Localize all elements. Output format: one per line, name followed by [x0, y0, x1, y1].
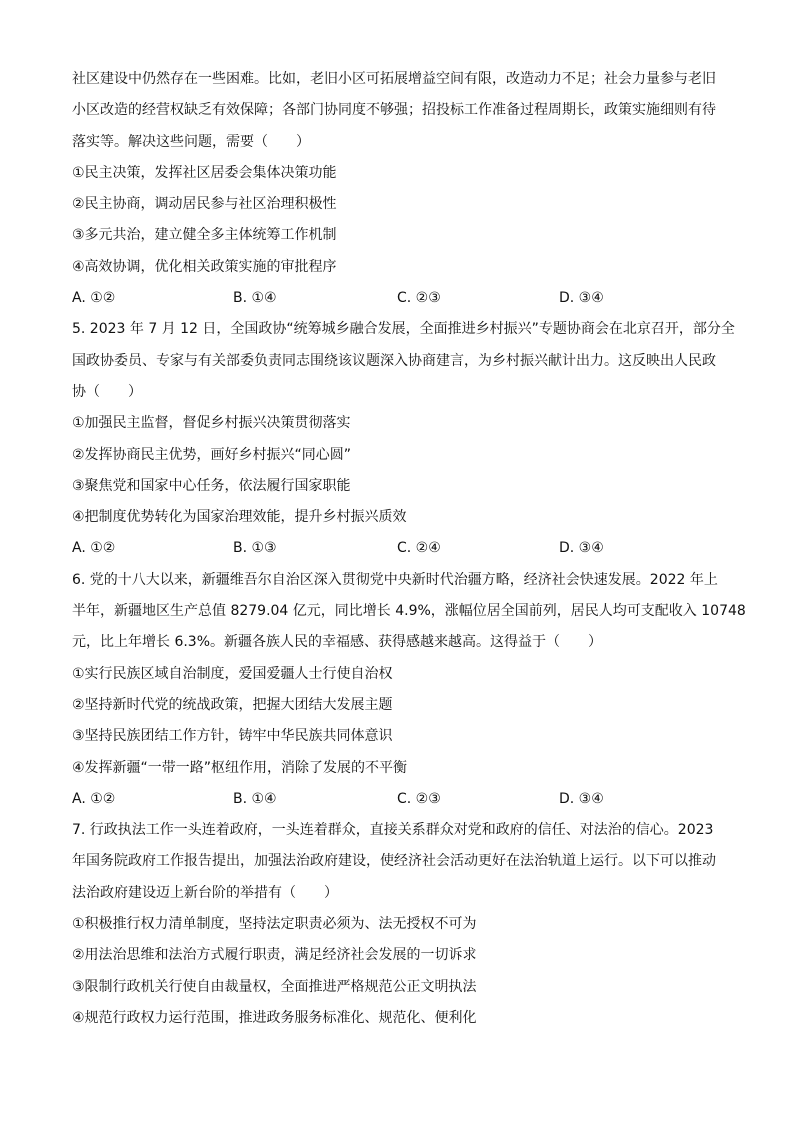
choice-a: A. ①② [72, 290, 116, 307]
choice-b: B. ①③ [233, 540, 277, 557]
choice-b: B. ①④ [233, 290, 277, 307]
question-stem-line: 元，比上年增长 6.3%。新疆各族人民的幸福感、获得感越来越高。这得益于（ ） [72, 634, 603, 651]
choice-c: C. ②③ [397, 290, 441, 307]
question-stem-line: 年国务院政府工作报告提出，加强法治政府建设，使经济社会活动更好在法治轨道上运行。以下可以推动 [72, 853, 716, 870]
statement-option: ①加强民主监督，督促乡村振兴决策贯彻落实 [72, 415, 351, 432]
statement-option: ③坚持民族团结工作方针，铸牢中华民族共同体意识 [72, 728, 393, 745]
question-stem-line: 协（ ） [72, 383, 142, 400]
statement-option: ④规范行政权力运行范围，推进政务服务标准化、规范化、便利化 [72, 1009, 477, 1026]
page-content [72, 64, 746, 1034]
statement-option: ②坚持新时代党的统战政策，把握大团结大发展主题 [72, 696, 393, 713]
statement-option: ①积极推行权力清单制度，坚持法定职责必须为、法无授权不可为 [72, 916, 477, 933]
choice-d: D. ③④ [559, 290, 604, 307]
choice-a: A. ①② [72, 790, 116, 807]
choice-c: C. ②④ [397, 540, 441, 557]
statement-option: ②用法治思维和法治方式履行职责，满足经济社会发展的一切诉求 [72, 947, 477, 964]
question-6 [72, 565, 746, 815]
question-stem-line: 7. 行政执法工作一头连着政府，一头连着群众，直接关系群众对党和政府的信任、对法治的信心。2023 [72, 822, 714, 839]
question-7 [72, 815, 732, 1034]
question-stem-line: 国政协委员、专家与有关部委负责同志围绕该议题深入协商建言，为乡村振兴献计出力。这反映出人民政 [72, 352, 716, 369]
question-stem-line: 法治政府建设迈上新台阶的举措有（ ） [72, 884, 338, 901]
answer-choices [72, 283, 732, 314]
choice-a: A. ①② [72, 540, 116, 557]
question-stem-line: 小区改造的经营权缺乏有效保障；各部门协同度不够强；招投标工作准备过程周期长，政策实施细则有待 [72, 102, 716, 119]
statement-option: ③多元共治，建立健全多主体统筹工作机制 [72, 227, 337, 244]
choice-b: B. ①④ [233, 790, 277, 807]
statement-option: ②民主协商，调动居民参与社区治理积极性 [72, 196, 337, 213]
statement-option: ④高效协调，优化相关政策实施的审批程序 [72, 258, 337, 275]
choice-d: D. ③④ [559, 790, 604, 807]
statement-option: ①民主决策，发挥社区居委会集体决策功能 [72, 164, 337, 181]
choice-c: C. ②③ [397, 790, 441, 807]
statement-option: ②发挥协商民主优势，画好乡村振兴“同心圆” [72, 446, 352, 463]
question-stem-line: 6. 党的十八大以来，新疆维吾尔自治区深入贯彻党中央新时代治疆方略，经济社会快速发展。2022 年上 [72, 571, 718, 588]
statement-option: ③限制行政机关行使自由裁量权，全面推进严格规范公正文明执法 [72, 978, 477, 995]
question-5 [72, 314, 735, 564]
choice-d: D. ③④ [559, 540, 604, 557]
question-stem-line: 5. 2023 年 7 月 12 日，全国政协“统筹城乡融合发展，全面推进乡村振兴”专题协商会在北京召开，部分全 [72, 321, 735, 338]
question-stem-line: 社区建设中仍然存在一些困难。比如，老旧小区可拓展增益空间有限，改造动力不足；社会力量参与老旧 [72, 71, 716, 87]
answer-choices [72, 533, 732, 564]
question-4-continued [72, 64, 732, 314]
statement-option: ①实行民族区域自治制度，爱国爱疆人士行使自治权 [72, 665, 393, 682]
question-stem-line: 落实等。解决这些问题，需要（ ） [72, 133, 310, 150]
statement-option: ④发挥新疆“一带一路”枢纽作用，消除了发展的不平衡 [72, 759, 408, 776]
question-stem-line: 半年，新疆地区生产总值 8279.04 亿元，同比增长 4.9%，涨幅位居全国前列，居民人均可支配收入 10748 [72, 603, 746, 620]
statement-option: ④把制度优势转化为国家治理效能，提升乡村振兴质效 [72, 509, 407, 526]
answer-choices [72, 784, 732, 815]
statement-option: ③聚焦党和国家中心任务，依法履行国家职能 [72, 477, 351, 494]
